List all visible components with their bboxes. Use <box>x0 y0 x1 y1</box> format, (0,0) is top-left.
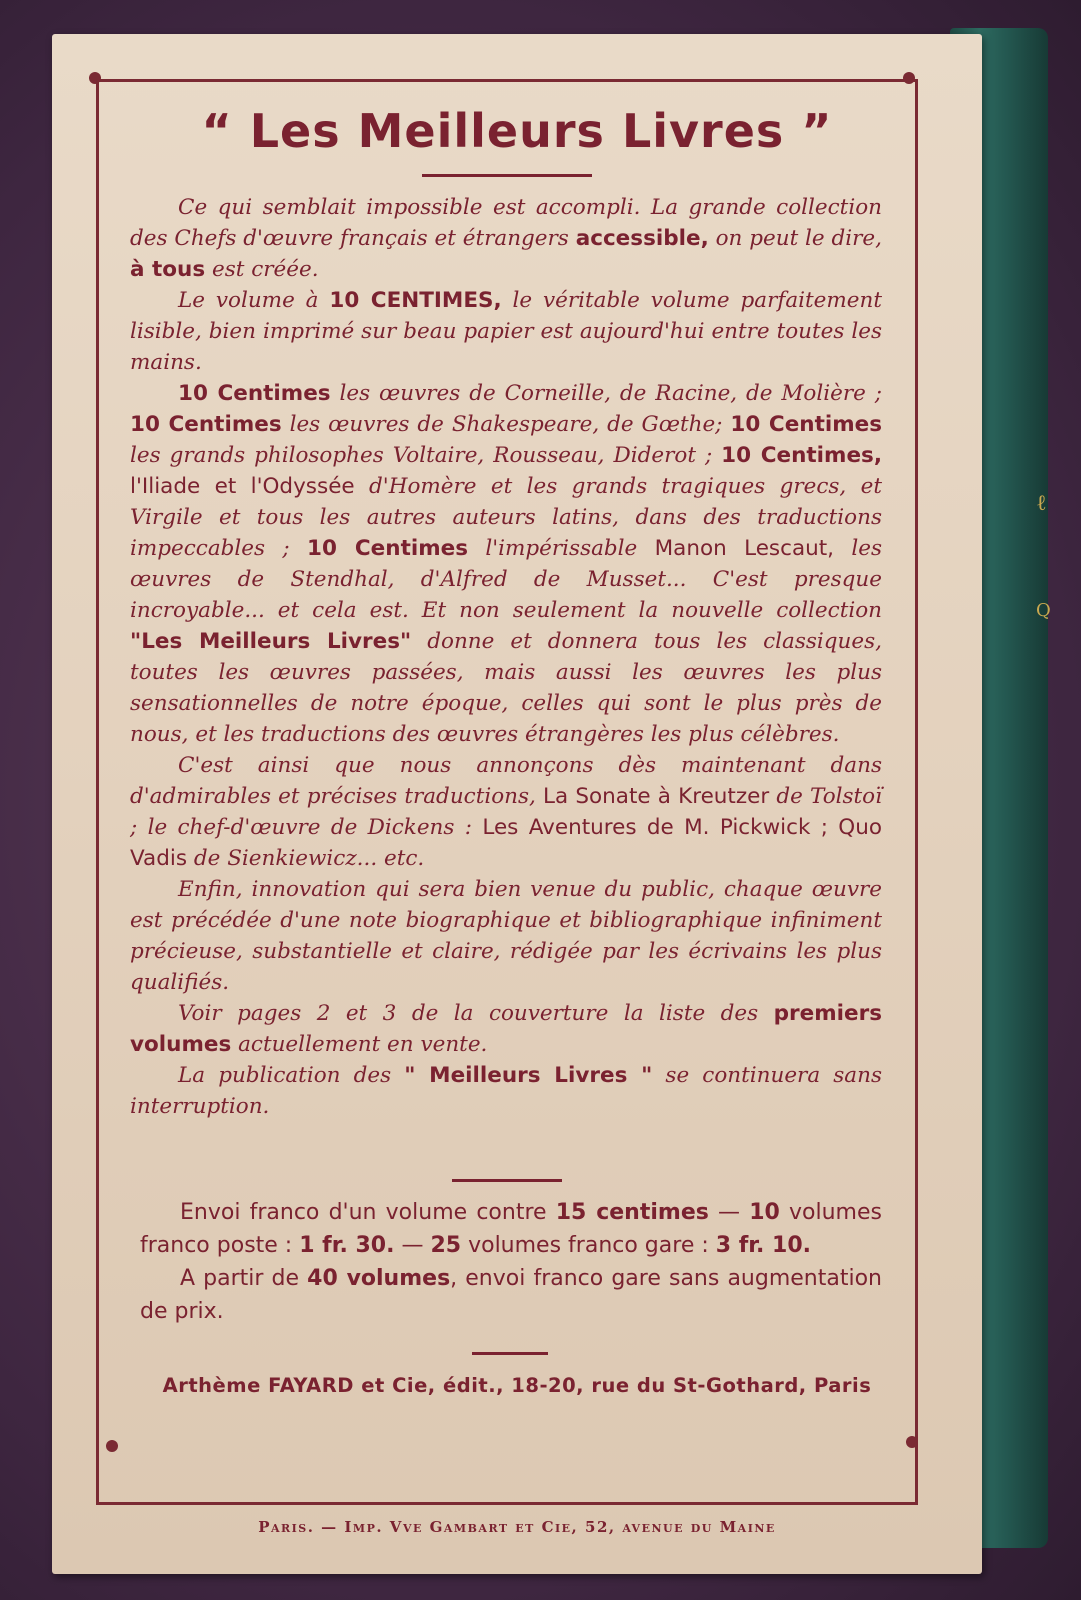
text-run: Voir pages 2 et 3 de la couverture la liste des <box>178 1001 774 1026</box>
text-run: C'est ainsi que nous annonçons dès maintenant dans d'admirables et précises traductions, <box>130 753 882 809</box>
paragraph <box>130 378 882 750</box>
spine-gilt-ornament: ℓ <box>1036 491 1047 516</box>
paragraph <box>130 192 882 285</box>
text-run: Manon Lescaut, <box>654 536 835 561</box>
text-run: volumes franco poste : <box>140 1200 882 1258</box>
bold-text: 25 <box>430 1233 462 1258</box>
text-run: les grands philosophes Voltaire, Rousseau, Diderot ; <box>130 443 722 468</box>
paragraph <box>130 750 882 874</box>
title-underline <box>422 174 592 177</box>
bold-text: 10 Centimes, <box>721 443 882 468</box>
text-run: est créée. <box>205 257 319 282</box>
spine-gilt-ornament: Q <box>1036 600 1051 621</box>
bold-text: 10 <box>749 1200 780 1225</box>
text-run: les œuvres de Shakespeare, de Gœthe; <box>281 412 731 437</box>
text-run: , envoi franco gare sans augmentation de prix. <box>140 1266 883 1324</box>
paragraph <box>130 285 882 378</box>
collection-title: “ Les Meilleurs Livres ” <box>201 104 833 158</box>
text-run: volumes franco gare : <box>461 1233 716 1258</box>
back-cover <box>52 34 982 1574</box>
corner-dot <box>903 72 915 84</box>
text-run: La publication des <box>178 1063 405 1088</box>
text-run: on peut le dire, <box>708 226 882 251</box>
text-run: donne et donnera tous les classiques, toutes les œuvres passées, mais aussi les œuvres les plus sensationnelles de notre époque, celles qui sont le plus près de nous, et les traductions des œuvres étrangères les plus célèbres. <box>130 629 882 747</box>
printer-line: Paris. — Imp. Vve Gambart et Cie, 52, avenue du Maine <box>258 1518 776 1536</box>
bold-text: 40 volumes <box>307 1266 451 1291</box>
divider <box>472 1352 548 1355</box>
publisher-line: Arthème FAYARD et Cie, édit., 18-20, rue du St-Gothard, Paris <box>162 1374 872 1397</box>
text-run: A partir de <box>180 1266 308 1291</box>
bold-text: accessible, <box>575 226 709 251</box>
bold-text: 10 Centimes <box>306 536 468 561</box>
bold-text: 10 CENTIMES, <box>329 288 502 313</box>
text-run: Enfin, innovation qui sera bien venue du public, chaque œuvre est précédée d'une note biographique et bibliographique infiniment précieuse, substantielle et claire, rédigée par les écrivains les plus qualifiés. <box>130 877 882 995</box>
bold-text: à tous <box>130 257 206 282</box>
text-run: La Sonate à Kreutzer <box>543 784 770 809</box>
corner-dot <box>106 1440 118 1452</box>
text-run: — <box>394 1233 431 1258</box>
bold-text: 15 centimes <box>555 1200 709 1225</box>
bold-text: 1 fr. 30. <box>299 1233 395 1258</box>
text-run: Le volume à <box>178 288 330 313</box>
text-run: actuellement en vente. <box>231 1032 488 1057</box>
text-run: d'Homère et les grands tragiques grecs, et Virgile et tous les autres auteurs latins, dans des traductions impeccables ; <box>130 474 882 561</box>
text-run: — <box>708 1200 750 1225</box>
terms-paragraph <box>140 1262 882 1328</box>
text-run: l'Iliade et l'Odyssée <box>130 474 355 499</box>
text-run: de Tolstoï ; le chef-d'œuvre de Dickens : <box>130 784 883 840</box>
corner-dot <box>906 1436 918 1448</box>
bold-text: 10 Centimes <box>130 412 282 437</box>
text-run: Ce qui semblait impossible est accompli. La grande collection des Chefs d'œuvre français et étrangers <box>130 195 882 251</box>
bold-text: 3 fr. 10. <box>715 1233 811 1258</box>
text-run: les œuvres de Stendhal, d'Alfred de Musset... C'est presque incroyable... et cela est. Et non seulement la nouvelle collection <box>130 536 883 623</box>
shipping-terms <box>140 1196 882 1328</box>
text-run: le véritable volume parfaitement lisible, bien imprimé sur beau papier est aujourd'hui entre toutes les mains. <box>130 288 882 375</box>
bold-text: 10 Centimes <box>178 381 331 406</box>
corner-dot <box>89 72 101 84</box>
paragraph <box>130 1060 882 1122</box>
bold-text: " Meilleurs Livres " <box>404 1063 653 1088</box>
text-run: de Sienkiewicz... etc. <box>187 846 425 871</box>
bold-text: 10 Centimes <box>730 412 883 437</box>
terms-paragraph <box>140 1196 882 1262</box>
advertisement-text <box>130 192 882 1122</box>
paragraph <box>130 998 882 1060</box>
text-run: l'impérissable <box>468 536 655 561</box>
text-run: se continuera sans interruption. <box>130 1063 882 1119</box>
text-run: les œuvres de Corneille, de Racine, de Molière ; <box>330 381 883 406</box>
divider <box>452 1179 562 1182</box>
bold-text: "Les Meilleurs Livres" <box>130 629 412 654</box>
text-run: Les Aventures de M. Pickwick ; Quo Vadis <box>130 815 882 871</box>
bold-text: premiers volumes <box>130 1001 882 1057</box>
text-run: Envoi franco d'un volume contre <box>180 1200 556 1225</box>
paragraph <box>130 874 882 998</box>
